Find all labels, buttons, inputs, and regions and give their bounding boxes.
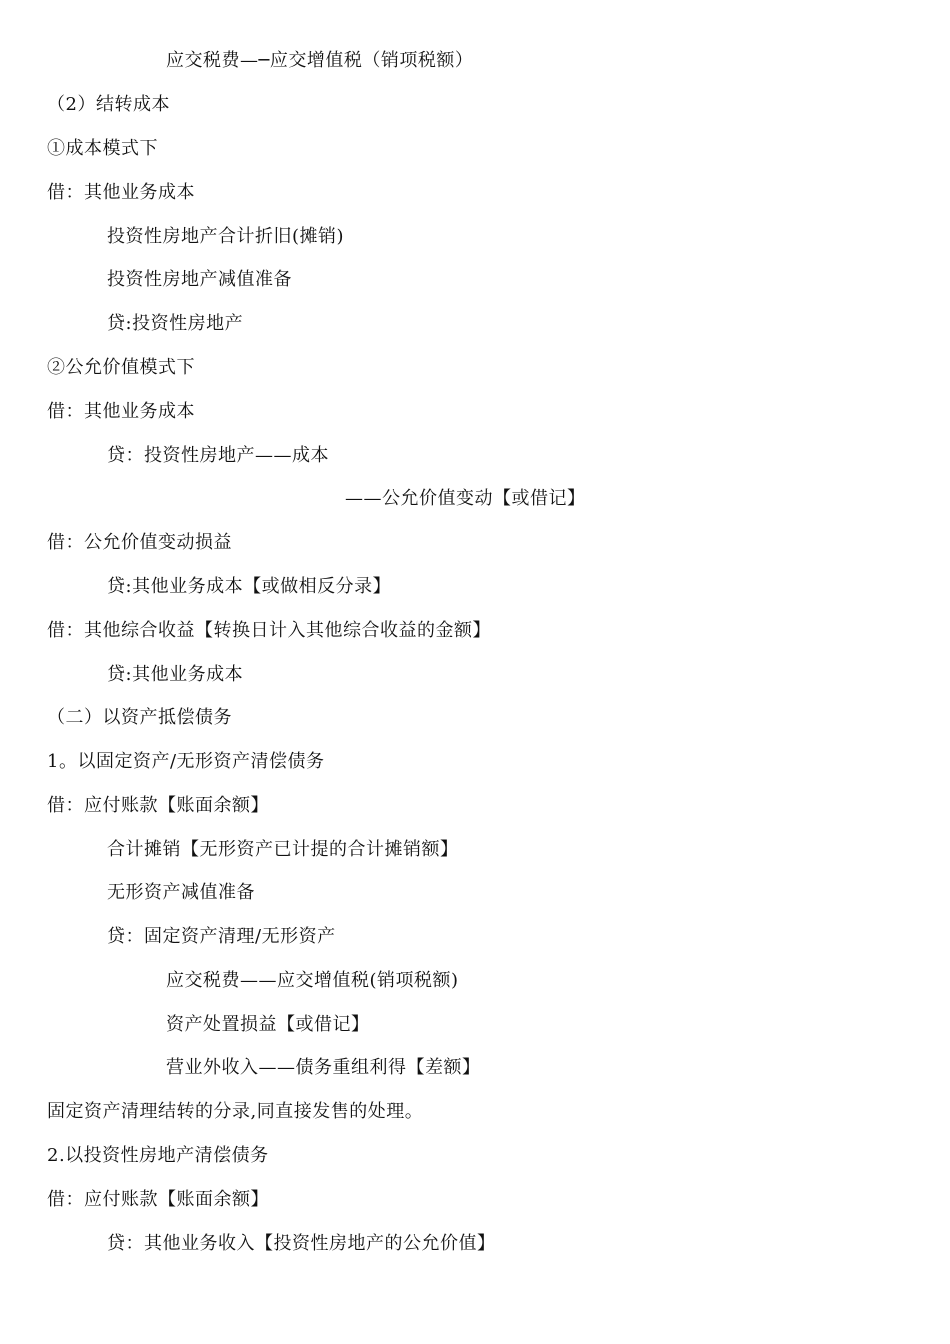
- text-line: 应交税费—─应交增值税（销项税额）: [166, 50, 474, 71]
- subsection-heading: ②公允价值模式下: [47, 357, 195, 378]
- credit-entry: 贷：固定资产清理/无形资产: [107, 926, 336, 947]
- debit-entry: 无形资产减值准备: [107, 882, 255, 903]
- credit-entry: 资产处置损益【或借记】: [166, 1014, 370, 1035]
- debit-entry: 借：公允价值变动损益: [47, 532, 232, 553]
- debit-entry: 投资性房地产减值准备: [107, 269, 292, 290]
- debit-entry: 借：应付账款【账面余额】: [47, 1189, 269, 1210]
- credit-entry: ——公允价值变动【或借记】: [345, 488, 586, 509]
- debit-entry: 合计摊销【无形资产已计提的合计摊销额】: [107, 839, 459, 860]
- credit-entry: 应交税费——应交增值税(销项税额): [166, 970, 459, 991]
- credit-entry: 贷:其他业务成本: [107, 664, 244, 685]
- section-heading: （二）以资产抵偿债务: [47, 707, 232, 728]
- credit-entry: 贷：投资性房地产——成本: [107, 445, 329, 466]
- debit-entry: 借：其他业务成本: [47, 182, 195, 203]
- section-heading: （2）结转成本: [47, 94, 170, 115]
- debit-entry: 借：其他业务成本: [47, 401, 195, 422]
- note-text: 固定资产清理结转的分录,同直接发售的处理。: [47, 1101, 424, 1122]
- debit-entry: 借：应付账款【账面余额】: [47, 795, 269, 816]
- subsection-heading: ①成本模式下: [47, 138, 158, 159]
- credit-entry: 营业外收入——债务重组利得【差额】: [166, 1057, 481, 1078]
- subsection-heading: 1。以固定资产/无形资产清偿债务: [47, 751, 325, 772]
- debit-entry: 投资性房地产合计折旧(摊销): [107, 226, 345, 247]
- credit-entry: 贷:投资性房地产: [107, 313, 244, 334]
- credit-entry: 贷:其他业务成本【或做相反分录】: [107, 576, 392, 597]
- debit-entry: 借：其他综合收益【转换日计入其他综合收益的金额】: [47, 620, 491, 641]
- credit-entry: 贷：其他业务收入【投资性房地产的公允价值】: [107, 1233, 496, 1254]
- subsection-heading: 2.以投资性房地产清偿债务: [47, 1145, 269, 1166]
